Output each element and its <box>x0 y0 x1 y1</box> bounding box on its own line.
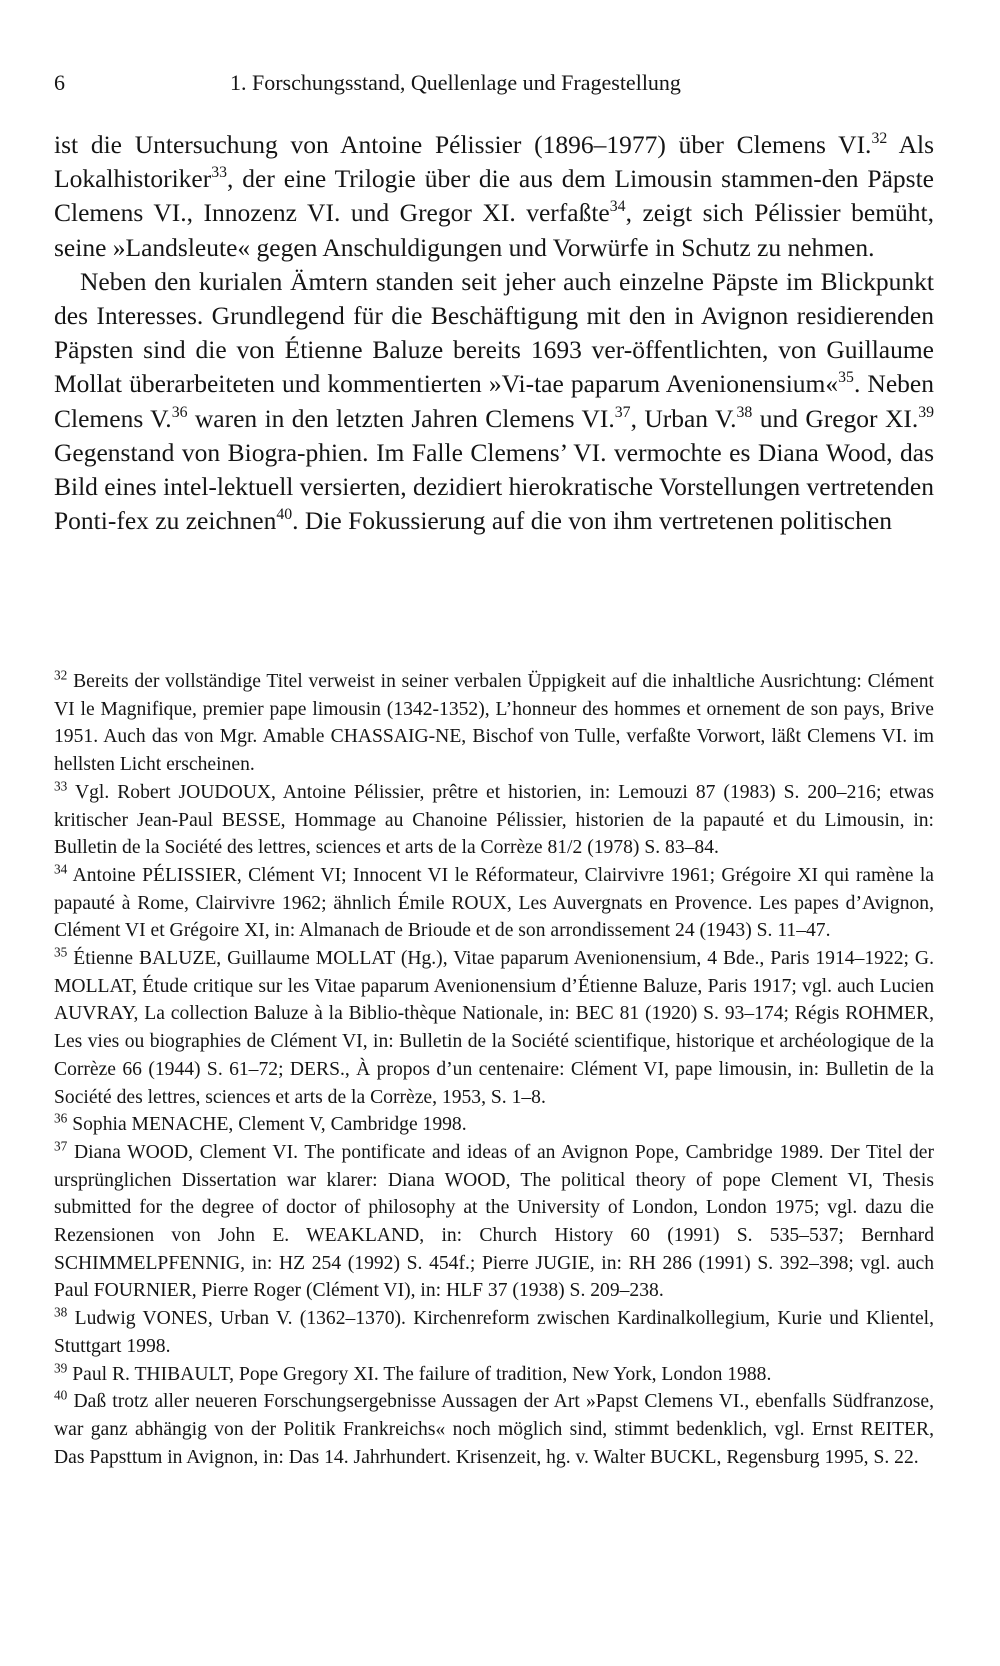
footnote-number: 37 <box>54 1138 68 1154</box>
paragraph: Neben den kurialen Ämtern standen seit jeher auch einzelne Päpste im Blickpunkt des Interesses. Grundlegend für die Beschäftigung mit den in Avignon residierenden Päpsten sind die von Étienne Baluze bereits 1693 ver-öffentlichten, von Guillaume Mollat überarbeiteten und kommentierten »Vi-tae paparum Avenionensium«$^{35}$. Neben Clemens V.$^{36}$ waren in den letzten Jahren Clemens VI.$^{37}$, Urban V.$^{38}$ und Gregor XI.$^{39}$ Gegenstand von Biogra-phien. Im Falle Clemens’ VI. vermochte es Diana Wood, das Bild eines intel-lektuell versierten, dezidiert hierokratische Vorstellungen vertretenden Ponti-fex zu zeichnen$^{40}$. Die Fokussierung auf die von ihm vertretenen politischen <box>54 266 935 536</box>
footnote-text: Ludwig VONES, Urban V. (1362–1370). Kirchenreform zwischen Kardinalkollegium, Kurie und Klientel, Stuttgart 1998. <box>54 1308 934 1357</box>
footnote-ref-35: 35 <box>838 369 854 387</box>
footnote <box>54 668 934 779</box>
footnote-number: 39 <box>54 1360 68 1376</box>
footnote <box>54 862 934 945</box>
footnotes <box>54 668 934 1471</box>
footnote-ref-40: 40 <box>276 506 293 524</box>
footnote-number: 34 <box>54 861 68 877</box>
running-title: 1. Forschungsstand, Quellenlage und Fragestellung <box>230 70 681 95</box>
footnote-number: 36 <box>54 1110 68 1126</box>
footnote-ref-33: 33 <box>211 164 228 182</box>
footnote-ref-34: 34 <box>609 198 626 216</box>
footnote-text: Paul R. THIBAULT, Pope Gregory XI. The failure of tradition, New York, London 1988. <box>72 1363 772 1385</box>
footnote-ref-36: 36 <box>171 403 188 421</box>
footnote-number: 38 <box>54 1304 68 1320</box>
footnote-ref-32: 32 <box>871 130 888 148</box>
paragraph-continued: ist die Untersuchung von Antoine Pélissier (1896–1977) über Clemens VI.$^{32}$ Als Lokalhistoriker$^{33}$, der eine Trilogie über die aus dem Limousin stammen-den Päpste Clemens VI., Innozenz VI. und Gregor XI. verfaßte$^{34}$, zeigt sich Pélissier bemüht, seine »Landsleute« gegen Anschuldigungen und Vorwürfe in Schutz zu nehmen. <box>54 130 935 262</box>
footnote <box>54 945 934 1111</box>
footnote <box>54 1111 934 1139</box>
footnote-number: 33 <box>54 778 68 794</box>
footnote-number: 40 <box>54 1387 68 1403</box>
footnote <box>54 779 934 862</box>
footnote-number: 32 <box>54 667 68 683</box>
footnote-number: 35 <box>54 944 68 960</box>
footnote-ref-37: 37 <box>614 403 631 421</box>
footnote-text: Vgl. Robert JOUDOUX, Antoine Pélissier, prêtre et historien, in: Lemouzi 87 (1983) S. 200–216; etwas kritischer Jean-Paul BESSE, Hommage au Chanoine Pélissier, historien de la papauté et du Limousin, in: Bulletin de la Société des lettres, sciences et arts de la Corrèze 81/2 (1978) S. 83–84. <box>54 781 934 859</box>
footnote <box>54 1305 934 1360</box>
footnote-text: Étienne BALUZE, Guillaume MOLLAT (Hg.), Vitae paparum Avenionensium, 4 Bde., Paris 1914–1922; G. MOLLAT, Étude critique sur les Vitae paparum Avenionensium d’Étienne Baluze, Paris 1917; vgl. auch Lucien AUVRAY, La collection Baluze à la Biblio-thèque Nationale, in: BEC 81 (1920) S. 93–174; Régis ROHMER, Les vies ou biographies de Clément VI, in: Bulletin de la Société scientifique, historique et archéologique de la Corrèze 66 (1944) S. 61–72; DERS., À propos d’un centenaire: Clément VI, pape limousin, in: Bulletin de la Société des lettres, sciences et arts de la Corrèze, 1953, S. 1–8. <box>54 948 934 1108</box>
footnote-text: Bereits der vollständige Titel verweist in seiner verbalen Üppigkeit auf die inhaltliche Ausrichtung: Clément VI le Magnifique, premier pape limousin (1342-1352), L’honneur des hommes et ornement de son pays, Brive 1951. Auch das von Mgr. Amable CHASSAIG-NE, Bischof von Tulle, verfaßte Vorwort, läßt Clemens VI. im hellsten Licht erscheinen. <box>54 671 934 776</box>
running-head <box>54 70 934 96</box>
footnote-text: Sophia MENACHE, Clement V, Cambridge 1998. <box>72 1114 467 1136</box>
footnote-ref-38: 38 <box>736 403 753 421</box>
body-text <box>54 128 934 538</box>
footnote-text: Diana WOOD, Clement VI. The pontificate and ideas of an Avignon Pope, Cambridge 1989. Der Titel der ursprünglichen Dissertation war klarer: Diana WOOD, The political theory of pope Clement VI, Thesis submitted for the degree of doctor of philosophy at the University of London, London 1975; vgl. dazu die Rezensionen von John E. WEAKLAND, in: Church History 60 (1991) S. 535–537; Bernhard SCHIMMELPFENNIG, in: HZ 254 (1992) S. 454f.; Pierre JUGIE, in: RH 286 (1991) S. 392–398; vgl. auch Paul FOURNIER, Pierre Roger (Clément VI), in: HLF 37 (1938) S. 209–238. <box>54 1141 934 1302</box>
footnote <box>54 1139 934 1305</box>
footnote-text: Daß trotz aller neueren Forschungsergebnisse Aussagen der Art »Papst Clemens VI., ebenfalls Südfranzose, war ganz abhängig von der Politik Frankreichs« noch möglich sind, stimmt bedenklich, vgl. Ernst REITER, Das Papsttum in Avignon, in: Das 14. Jahrhundert. Krisenzeit, hg. v. Walter BUCKL, Regensburg 1995, S. 22. <box>54 1391 934 1468</box>
footnote-text: Antoine PÉLISSIER, Clément VI; Innocent VI le Réformateur, Clairvivre 1961; Grégoire XI qui ramène la papauté à Rome, Clairvivre 1962; ähnlich Émile ROUX, Les Auvergnats en Provence. Les papes d’Avignon, Clément VI et Grégoire XI, in: Almanach de Brioude et de son arrondissement 24 (1943) S. 11–47. <box>54 864 934 942</box>
page <box>54 70 934 538</box>
footnote-ref-39: 39 <box>918 403 935 421</box>
page-number: 6 <box>54 70 65 95</box>
footnote <box>54 1388 934 1471</box>
footnote <box>54 1361 934 1389</box>
